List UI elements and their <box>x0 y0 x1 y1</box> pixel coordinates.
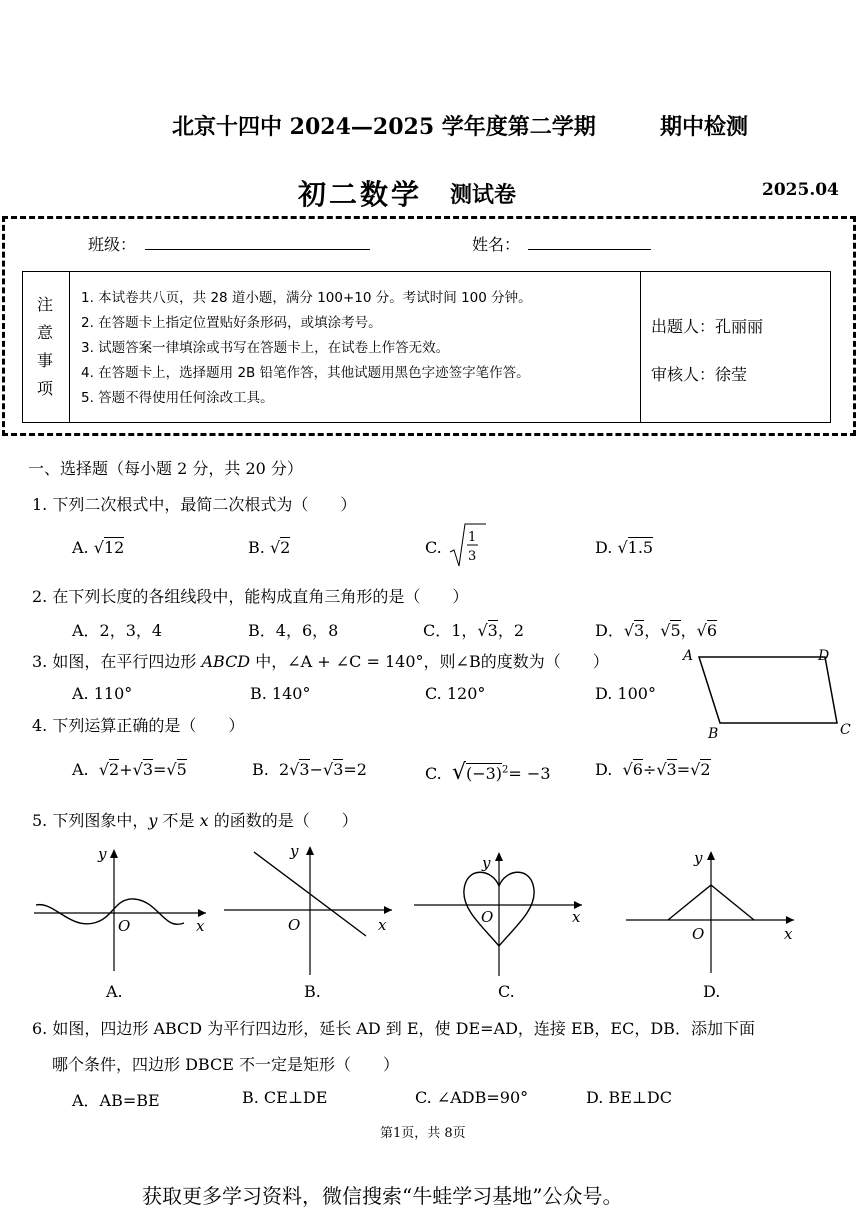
question-4-stem: 4. 下列运算正确的是（ ） <box>32 716 245 735</box>
exam-type: 期中检测 <box>660 114 749 140</box>
radicand: 3 <box>333 760 344 779</box>
author: 出题人：孔丽丽 <box>651 317 764 336</box>
radical: √ <box>98 760 110 779</box>
option-letter: C. <box>425 538 442 557</box>
radicand: 1.5 <box>627 538 654 557</box>
q2-option-a: A．2，3，4 <box>72 621 163 640</box>
question-1-stem: 1. 下列二次根式中，最简二次根式为（ ） <box>32 495 357 514</box>
option-letter: A. <box>72 538 94 557</box>
parallelogram-abcd <box>699 657 837 723</box>
origin-label: O <box>692 925 705 943</box>
coefficient: 2 <box>279 760 290 779</box>
section-heading: 一、选择题（每小题 2 分，共 20 分） <box>28 459 303 478</box>
radical: √ <box>289 760 300 779</box>
q1-option-d <box>595 538 653 557</box>
radical: √ <box>690 760 701 779</box>
operator: + <box>119 760 133 779</box>
vertex-label-a: A <box>683 648 694 664</box>
x-axis-label: x <box>784 925 793 943</box>
radicand: 12 <box>103 538 125 557</box>
notice-char: 意 <box>37 323 54 342</box>
radicand: 5 <box>176 760 187 779</box>
radicand: (−3) <box>465 764 503 783</box>
paper-type: 测试卷 <box>450 182 517 208</box>
radicand: 5 <box>670 621 681 640</box>
notice-item: 1. 本试卷共八页，共 28 道小题，满分 100+10 分。考试时间 100 分钟。 <box>81 290 532 306</box>
q5-label-d: D. <box>703 982 721 1001</box>
class-label: 班级： <box>88 235 137 254</box>
radical: √ <box>132 760 143 779</box>
exam-date: 2025.04 <box>762 180 839 200</box>
stem-text: 不是 <box>157 811 200 830</box>
q5-graph-b <box>224 840 404 980</box>
question-2-stem: 2. 在下列长度的各组线段中，能构成直角三角形的是（ ） <box>32 587 469 606</box>
q3-option-a: A. 110° <box>72 684 133 703</box>
notice-char: 事 <box>37 351 54 370</box>
option-letter: D. <box>595 538 618 557</box>
q6-option-a: A．AB=BE <box>72 1091 160 1110</box>
radicand: 6 <box>706 621 718 640</box>
q5-label-a: A. <box>106 982 123 1001</box>
radicand: 3 <box>299 760 310 779</box>
q1-option-c-radical <box>448 522 488 570</box>
notice-staff <box>640 272 831 422</box>
question-6-stem-line2: 哪个条件，四边形 DBCE 不一定是矩形（ ） <box>52 1055 399 1074</box>
option-text: C．1， <box>423 621 478 640</box>
q1-option-a <box>72 538 124 557</box>
radicand: 2 <box>280 538 291 557</box>
x-axis-label: x <box>196 917 205 935</box>
q4-option-d <box>595 760 711 779</box>
y-axis-label: y <box>482 854 491 872</box>
q2-option-c <box>423 618 524 641</box>
stem-var: y <box>148 811 158 830</box>
y-axis-label: y <box>98 845 107 863</box>
vertex-label-c: C <box>840 722 851 738</box>
q5-graph-a <box>34 843 214 983</box>
question-3-stem <box>32 649 609 672</box>
y-axis-label: y <box>694 849 703 867</box>
y-axis-label: y <box>290 842 299 860</box>
x-axis-label: x <box>572 908 581 926</box>
radical: √ <box>269 538 281 557</box>
stem-text: 5. 下列图象中， <box>32 811 149 830</box>
fraction-den: 3 <box>468 549 477 564</box>
stem-text: 中，∠A + ∠C = 140°，则∠B的度数为（ ） <box>250 652 609 671</box>
origin-label: O <box>481 908 494 926</box>
option-letter: C. <box>425 764 442 783</box>
q1-option-c <box>425 538 442 557</box>
radical: √ <box>696 621 707 640</box>
q3-option-d: D. 100° <box>595 684 656 703</box>
curve <box>36 899 184 924</box>
fraction-num: 1 <box>468 530 477 545</box>
q3-option-b: B. 140° <box>250 684 311 703</box>
option-letter: B. <box>252 760 269 779</box>
option-letter: A. <box>72 760 89 779</box>
operator: = <box>153 760 167 779</box>
radical: √ <box>623 621 635 640</box>
separator: ， <box>680 621 697 640</box>
notice-char: 注 <box>37 295 54 314</box>
notice-item: 5. 答题不得使用任何涂改工具。 <box>81 390 274 406</box>
q6-option-d: D. BE⊥DC <box>586 1088 672 1107</box>
q3-option-c: C. 120° <box>425 684 486 703</box>
radical: √ <box>93 538 104 557</box>
notice-heading <box>23 272 70 422</box>
origin-label: O <box>288 916 301 934</box>
q1-option-b <box>248 538 290 557</box>
option-letter: D. <box>595 760 613 779</box>
q5-label-c: C. <box>498 982 515 1001</box>
name-field[interactable] <box>528 249 651 250</box>
vertex-label-b: B <box>708 726 719 742</box>
q5-label-b: B. <box>304 982 321 1001</box>
q4-option-b <box>252 760 367 779</box>
radicand: 3 <box>634 621 645 640</box>
radicand: 2 <box>109 760 120 779</box>
radical: √ <box>660 621 671 640</box>
class-field[interactable] <box>145 249 370 250</box>
question-5-stem <box>32 808 358 831</box>
q6-option-c: C. ∠ADB=90° <box>415 1088 529 1107</box>
x-axis-label: x <box>378 916 387 934</box>
notice-item: 4. 在答题卡上，选择题用 2B 铅笔作答，其他试题用黑色字迹签字笔作答。 <box>81 365 530 381</box>
radical: √ <box>451 760 466 785</box>
radicand: 3 <box>666 760 677 779</box>
page-number: 第1页，共 8页 <box>380 1126 466 1141</box>
notice-table <box>22 271 831 423</box>
subject-title: 初二数学 <box>298 178 423 211</box>
vertex-label-d: D <box>818 648 830 664</box>
name-label: 姓名： <box>472 235 521 254</box>
promo-text: 获取更多学习资料，微信搜索“牛蛙学习基地”公众号。 <box>142 1184 623 1208</box>
question-6-stem-line1: 6. 如图，四边形 ABCD 为平行四边形，延长 AD 到 E，使 DE=AD，连接 EB，EC，DB．添加下面 <box>32 1019 755 1038</box>
result: =2 <box>343 760 367 779</box>
q2-option-d <box>595 618 717 641</box>
separator: ， <box>644 621 661 640</box>
radical: √ <box>323 760 334 779</box>
stem-text: ABCD <box>201 652 251 671</box>
option-letter: B. <box>248 538 270 557</box>
stem-text: 的函数的是（ ） <box>208 811 358 830</box>
q5-graph-c <box>414 848 589 980</box>
q4-option-c <box>425 760 551 785</box>
radical: √ <box>166 760 177 779</box>
reviewer: 审核人：徐莹 <box>651 365 748 384</box>
option-text: ，2 <box>497 621 525 640</box>
radical: √ <box>622 760 633 779</box>
q4-option-a <box>72 760 187 779</box>
stem-var: x <box>199 811 209 830</box>
origin-label: O <box>118 917 131 935</box>
operator: = <box>676 760 691 779</box>
notice-item: 3. 试题答案一律填涂或书写在答题卡上，在试卷上作答无效。 <box>81 340 450 356</box>
stem-text: 3. 如图，在平行四边形 <box>32 652 202 671</box>
q2-option-b: B．4，6，8 <box>248 621 339 640</box>
q6-option-b: B. CE⊥DE <box>242 1088 328 1107</box>
notice-item: 2. 在答题卡上指定位置贴好条形码，或填涂考号。 <box>81 315 382 331</box>
operator: ÷ <box>642 760 657 779</box>
option-letter: D． <box>595 621 624 640</box>
operator: − <box>309 760 323 779</box>
notice-list <box>81 286 532 411</box>
exponent: 2 <box>502 764 509 776</box>
q5-graph-d <box>626 845 806 977</box>
notice-char: 项 <box>37 379 54 398</box>
radical: √ <box>656 760 667 779</box>
radicand: 3 <box>142 760 153 779</box>
exam-title: 北京十四中 2024—2025 学年度第二学期 <box>172 114 596 140</box>
radicand: 3 <box>487 621 498 640</box>
q3-parallelogram-figure <box>675 644 865 744</box>
result: = −3 <box>508 764 551 783</box>
radicand: 6 <box>632 760 643 779</box>
radical: √ <box>617 538 628 557</box>
radical: √ <box>477 621 488 640</box>
radicand: 2 <box>700 760 711 779</box>
